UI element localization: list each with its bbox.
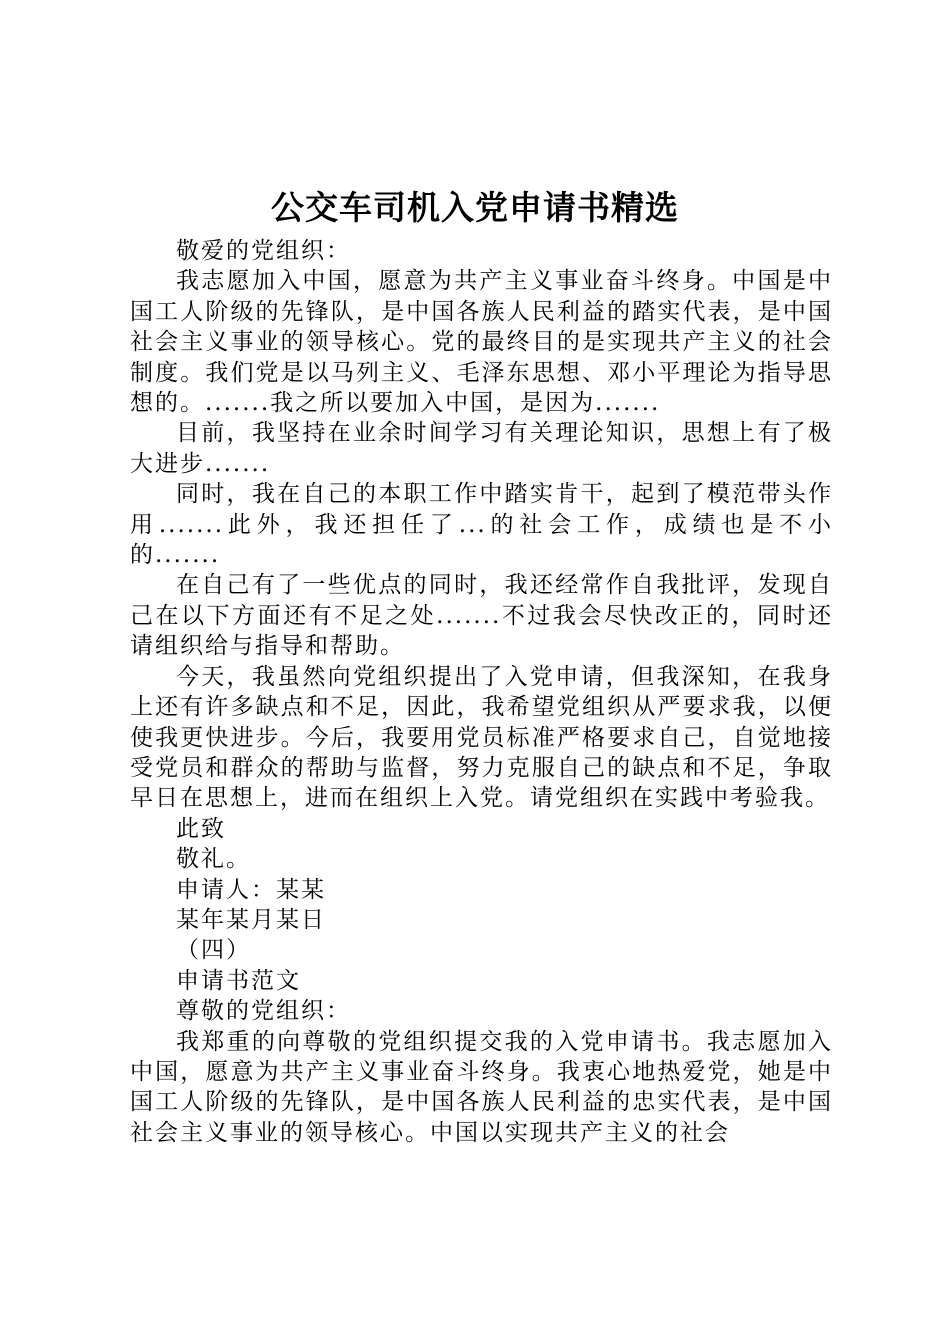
closing-line-1: 此致 [176,815,226,842]
paragraph-intro: 我志愿加入中国，愿意为共产主义事业奋斗终身。中国是中国工人阶级的先锋队，是中国各族人民利益的踏实代表，是中国社会主义事业的领导核心。党的最终目的是实现共产主义的社会制度。我们党是以马列主义、毛泽东思想、邓小平理论为指导思想的。.......我之所以要加入中国，是因为....... [130,268,833,417]
section-heading: 申请书范文 [176,967,301,994]
date-line: 某年某月某日 [176,906,326,933]
paragraph-study: 目前，我坚持在业余时间学习有关理论知识，思想上有了极大进步....... [130,420,833,477]
paragraph-work: 同时，我在自己的本职工作中踏实肯干，起到了模范带头作用.......此外，我还担任了...的社会工作，成绩也是不小的....... [130,481,833,569]
section-number: （四） [176,937,251,964]
document-title: 公交车司机入党申请书精选 [271,188,679,227]
applicant-line: 申请人：某某 [176,876,326,903]
paragraph-commitment: 今天，我虽然向党组织提出了入党申请，但我深知，在我身上还有许多缺点和不足，因此，我希望党组织从严要求我，以便使我更快进步。今后，我要用党员标准严格要求自己，自觉地接受党员和群众的帮助与监督，努力克服自己的缺点和不足，争取早日在思想上，进而在组织上入党。请党组织在实践中考验我。 [130,663,833,812]
salutation: 敬爱的党组织： [176,238,351,264]
document-body [130,236,833,1148]
paragraph-self-criticism: 在自己有了一些优点的同时，我还经常作自我批评，发现自己在以下方面还有不足之处.......不过我会尽快改正的，同时还请组织给与指导和帮助。 [130,572,833,660]
closing-line-2: 敬礼。 [176,846,251,873]
salutation-2: 尊敬的党组织： [176,998,351,1025]
paragraph-second-letter: 我郑重的向尊敬的党组织提交我的入党申请书。我志愿加入中国，愿意为共产主义事业奋斗终身。我衷心地热爱党，她是中国工人阶级的先锋队，是中国各族人民利益的忠实代表，是中国社会主义事业的领导核心。中国以实现共产主义的社会 [130,1028,833,1146]
